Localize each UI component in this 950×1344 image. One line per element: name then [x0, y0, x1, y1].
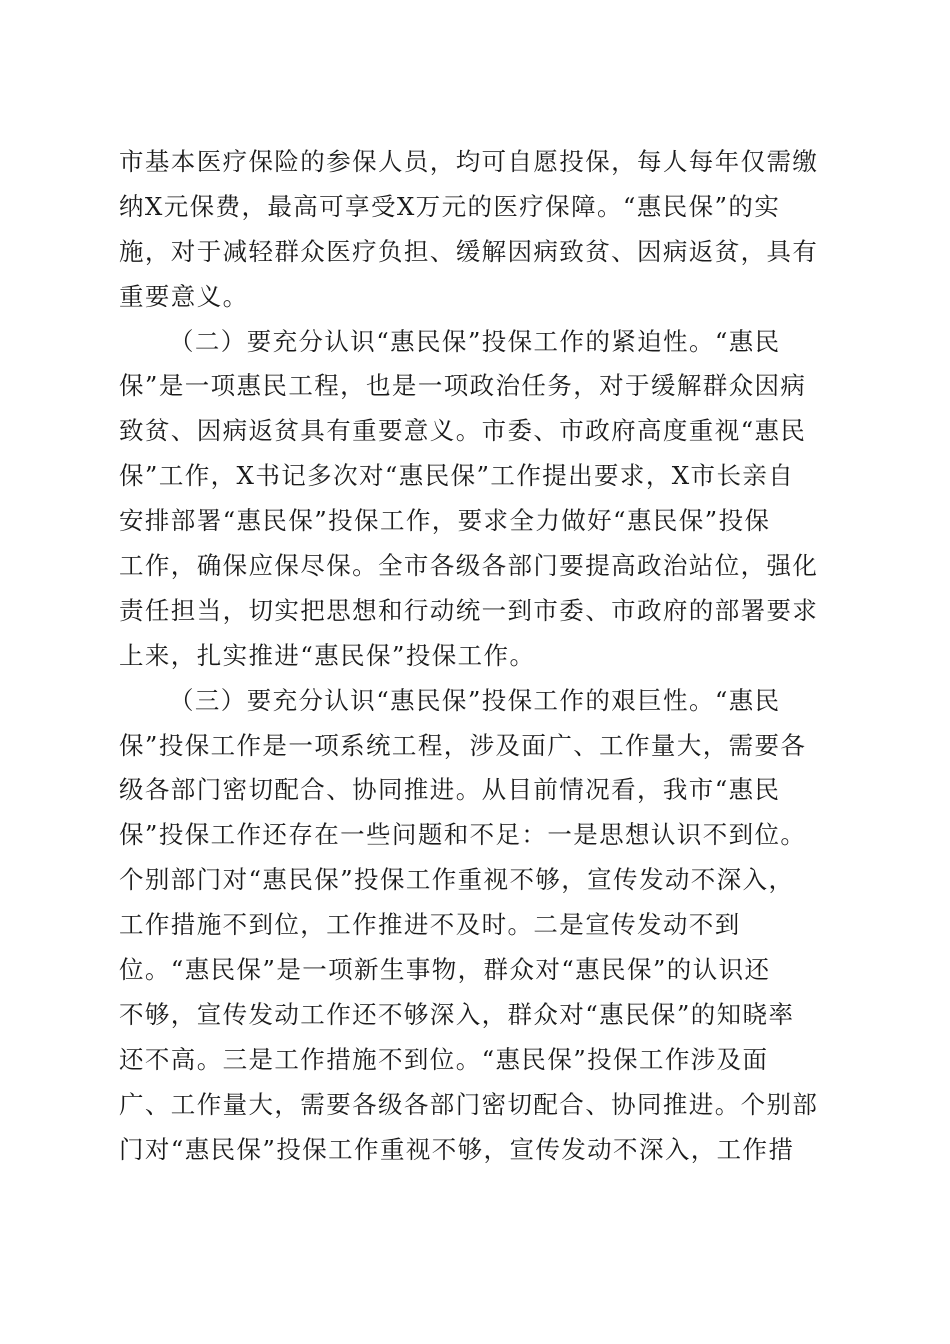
paragraph-start-line: （二）要充分认识“惠民保”投保工作的紧迫性。“惠民	[169, 326, 781, 356]
text-line: 还不高。三是工作措施不到位。“惠民保”投保工作涉及面	[119, 1044, 769, 1074]
text-line: 位。“惠民保”是一项新生事物，群众对“惠民保”的认识还	[119, 955, 771, 985]
text-line: 工作，确保应保尽保。全市各级各部门要提高政治站位，强化	[119, 551, 819, 581]
text-line: 施，对于减轻群众医疗负担、缓解因病致贫、因病返贫，具有	[119, 236, 819, 266]
text-line: 不够，宣传发动工作还不够深入，群众对“惠民保”的知晓率	[119, 999, 795, 1029]
text-line: 保”投保工作还存在一些问题和不足：一是思想认识不到位。	[119, 820, 807, 850]
text-line: 重要意义。	[119, 281, 249, 311]
body-text	[119, 140, 819, 1172]
text-line: 保”是一项惠民工程，也是一项政治任务，对于缓解群众因病	[119, 371, 807, 401]
text-line: 上来，扎实推进“惠民保”投保工作。	[119, 640, 536, 670]
text-line: 级各部门密切配合、协同推进。从目前情况看，我市“惠民	[119, 775, 781, 805]
text-line: 致贫、因病返贫具有重要意义。市委、市政府高度重视“惠民	[119, 416, 807, 446]
text-line: 门对“惠民保”投保工作重视不够，宣传发动不深入，工作措	[119, 1134, 795, 1164]
text-line: 安排部署“惠民保”投保工作，要求全力做好“惠民保”投保	[119, 506, 771, 536]
text-line: 个别部门对“惠民保”投保工作重视不够，宣传发动不深入，	[119, 865, 795, 895]
text-line: 责任担当，切实把思想和行动统一到市委、市政府的部署要求	[119, 595, 819, 625]
text-line: 广、工作量大，需要各级各部门密切配合、协同推进。个别部	[119, 1089, 819, 1119]
text-line: 市基本医疗保险的参保人员，均可自愿投保，每人每年仅需缴	[119, 147, 819, 176]
text-line: 工作措施不到位，工作推进不及时。二是宣传发动不到	[119, 910, 741, 940]
text-line: 保”投保工作是一项系统工程，涉及面广、工作量大，需要各	[119, 730, 807, 760]
text-line: 纳X元保费，最高可享受X万元的医疗保障。“惠民保”的实	[119, 191, 781, 221]
paragraph-start-line: （三）要充分认识“惠民保”投保工作的艰巨性。“惠民	[169, 685, 781, 715]
text-line: 保”工作，X书记多次对“惠民保”工作提出要求，X市长亲自	[119, 461, 795, 491]
